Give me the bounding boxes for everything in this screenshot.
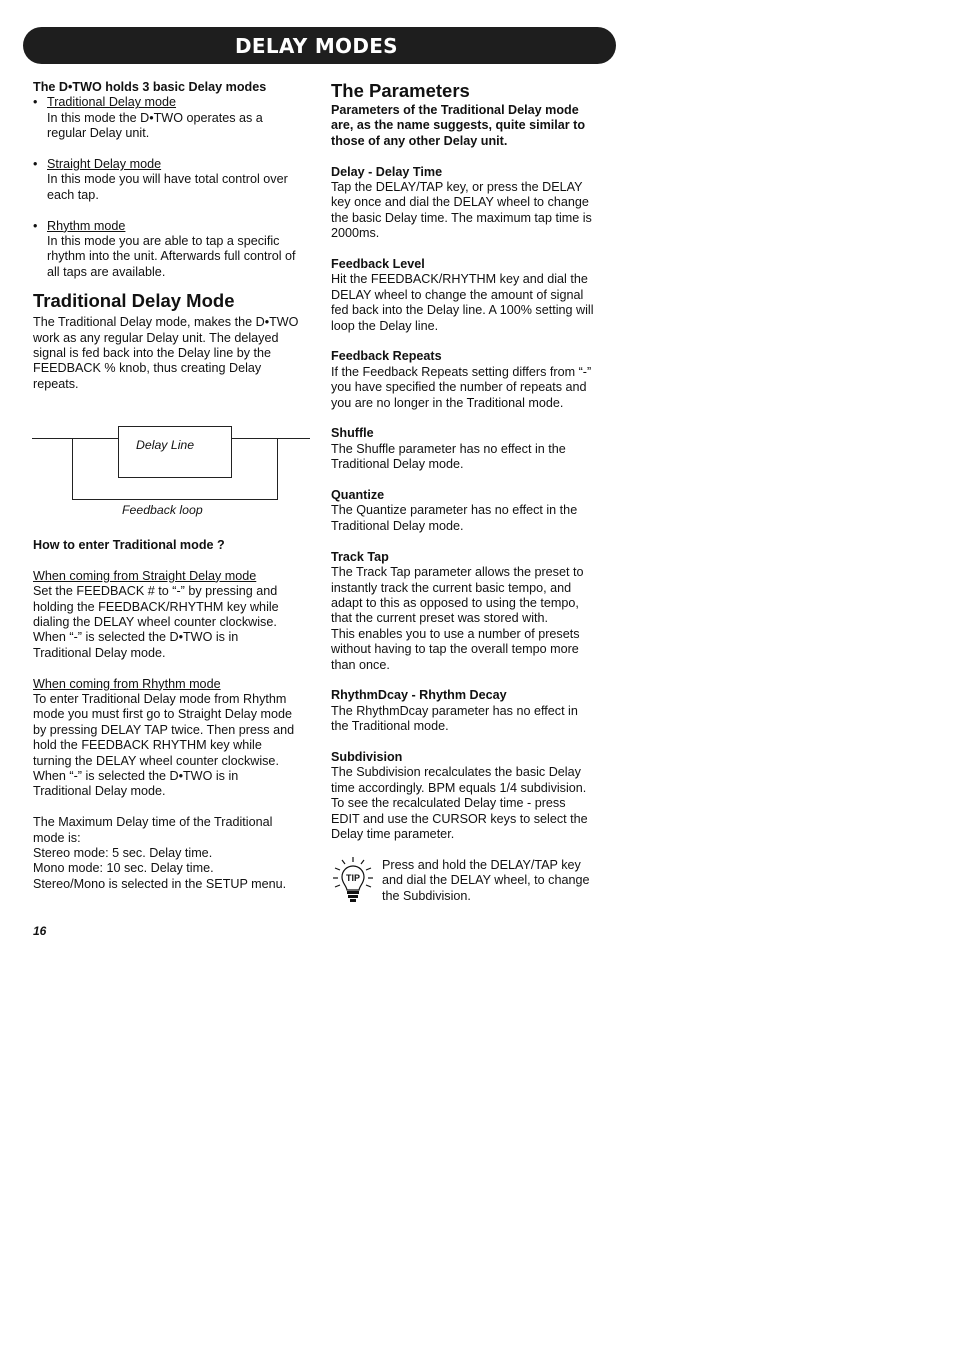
parameters-heading: The Parameters <box>331 80 470 101</box>
delay-line-label: Delay Line <box>136 438 195 452</box>
param-title: Feedback Repeats <box>331 349 442 364</box>
tip-text <box>382 858 612 904</box>
trad-body-line: work as any regular Delay unit. The delayed <box>33 330 279 345</box>
mode-desc-line: rhythm into the unit. Afterwards full control of <box>47 249 296 264</box>
mode-name: Rhythm mode <box>47 218 126 233</box>
from-rhythm-line: When “-” is selected the D•TWO is in <box>33 769 239 784</box>
tip-lightbulb-icon <box>331 856 377 904</box>
mode-desc-line: In this mode the D•TWO operates as a <box>47 110 263 125</box>
input-line <box>32 438 118 439</box>
param-line: loop the Delay line. <box>331 318 439 333</box>
page-title: DELAY MODES <box>235 34 398 58</box>
mode-desc-line: all taps are available. <box>47 264 166 279</box>
page-number: 16 <box>33 924 47 938</box>
max-delay-line: Stereo/Mono is selected in the SETUP menu. <box>33 876 287 891</box>
param-title: RhythmDcay - Rhythm Decay <box>331 688 507 703</box>
param-shuffle <box>331 426 616 472</box>
param-line: Traditional Delay mode. <box>331 457 464 472</box>
parameters-intro-line: are, as the name suggests, quite similar to <box>331 118 586 133</box>
feedback-left-line <box>72 438 73 500</box>
param-track-tap <box>331 550 616 673</box>
parameters-intro-line: those of any other Delay unit. <box>331 133 508 148</box>
from-rhythm-line: Traditional Delay mode. <box>33 784 166 799</box>
mode-name: Straight Delay mode <box>47 157 162 172</box>
how-title: How to enter Traditional mode ? <box>33 538 225 552</box>
param-title: Track Tap <box>331 549 389 564</box>
mode-item-rhythm <box>33 219 313 281</box>
trad-body-line: FEEDBACK % knob, thus creating Delay <box>33 361 262 376</box>
param-line: fed back into the Delay line. A 100% setting will <box>331 303 594 318</box>
param-line: The Shuffle parameter has no effect in the <box>331 441 566 456</box>
mode-name: Traditional Delay mode <box>47 95 177 110</box>
param-title: Feedback Level <box>331 257 425 272</box>
param-line: The RhythmDcay parameter has no effect in <box>331 703 578 718</box>
param-line: without having to tap the overall tempo more <box>331 642 579 657</box>
from-rhythm-line: turning the DELAY wheel counter clockwise. <box>33 753 279 768</box>
param-delay-time <box>331 165 616 242</box>
param-line: The Subdivision recalculates the basic Delay <box>331 765 581 780</box>
param-line: This enables you to use a number of presets <box>331 626 580 641</box>
from-rhythm-line: To enter Traditional Delay mode from Rhythm <box>33 692 287 707</box>
param-line: time accordingly. BPM equals 1/4 subdivision. <box>331 780 587 795</box>
title-banner <box>23 27 616 64</box>
tip-line: and dial the DELAY wheel, to change <box>382 873 590 888</box>
param-line: adapt to this as opposed to using the tempo, <box>331 595 579 610</box>
param-line: instantly track the current basic tempo, and <box>331 580 572 595</box>
param-line: Delay time parameter. <box>331 826 455 841</box>
feedback-right-line <box>277 438 278 500</box>
max-delay-line: mode is: <box>33 830 81 845</box>
from-straight-line: dialing the DELAY wheel counter clockwise. <box>33 615 277 630</box>
from-rhythm-line: by pressing DELAY TAP twice. Then press and <box>33 722 295 737</box>
delay-line-diagram <box>32 426 310 522</box>
param-title: Delay - Delay Time <box>331 164 443 179</box>
param-title: Subdivision <box>331 749 403 764</box>
max-delay-line: Mono mode: 10 sec. Delay time. <box>33 861 214 876</box>
max-delay-line: Stereo mode: 5 sec. Delay time. <box>33 846 213 861</box>
output-line <box>232 438 310 439</box>
traditional-heading: Traditional Delay Mode <box>33 290 235 312</box>
from-rhythm-line: hold the FEEDBACK RHYTHM key while <box>33 738 262 753</box>
tip-line: the Subdivision. <box>382 888 471 903</box>
param-line: The Track Tap parameter allows the preset to <box>331 565 584 580</box>
param-line: 2000ms. <box>331 226 380 241</box>
feedback-loop-label: Feedback loop <box>122 503 203 517</box>
param-line: EDIT and use the CURSOR keys to select the <box>331 811 588 826</box>
param-feedback-level <box>331 257 616 334</box>
param-line: than once. <box>331 657 390 672</box>
tip-line: Press and hold the DELAY/TAP key <box>382 858 581 872</box>
tip-icon-label: TIP <box>345 873 361 883</box>
param-line: the basic Delay time. The maximum tap time is <box>331 210 592 225</box>
mode-desc-line: In this mode you are able to tap a specific <box>47 234 280 249</box>
from-straight-line: When “-” is selected the D•TWO is in <box>33 630 239 645</box>
from-straight-line: holding the FEEDBACK/RHYTHM key while <box>33 599 279 614</box>
param-line: Traditional Delay mode. <box>331 518 464 533</box>
param-subdivision <box>331 750 616 842</box>
mode-desc-line: In this mode you will have total control over <box>47 172 288 187</box>
param-line: Hit the FEEDBACK/RHYTHM key and dial the <box>331 272 588 287</box>
param-line: Tap the DELAY/TAP key, or press the DELAY <box>331 180 583 195</box>
max-delay-line: The Maximum Delay time of the Traditional <box>33 815 273 830</box>
from-rhythm-title: When coming from Rhythm mode <box>33 676 221 691</box>
mode-item-traditional <box>33 95 313 141</box>
from-straight-line: Set the FEEDBACK # to “-” by pressing and <box>33 584 278 599</box>
bullet-icon: • <box>33 95 38 110</box>
param-line: DELAY wheel to change the amount of signal <box>331 287 584 302</box>
param-rhythm-decay <box>331 688 616 734</box>
trad-body-line: signal is fed back into the Delay line by the <box>33 346 272 361</box>
intro-title: The D•TWO holds 3 basic Delay modes <box>33 80 267 94</box>
left-column-bottom <box>33 538 313 892</box>
param-line: the Traditional mode. <box>331 719 449 734</box>
mode-item-straight <box>33 157 313 203</box>
param-line: key once and dial the DELAY wheel to change <box>331 195 589 210</box>
left-column-top <box>33 80 313 392</box>
trad-body-line: repeats. <box>33 376 79 391</box>
feedback-bottom-line <box>72 499 278 500</box>
mode-desc-line: regular Delay unit. <box>47 126 150 141</box>
param-line: The Quantize parameter has no effect in the <box>331 503 578 518</box>
bullet-icon: • <box>33 157 38 172</box>
param-line: you are no longer in the Traditional mode. <box>331 395 564 410</box>
param-quantize <box>331 488 616 534</box>
bullet-icon: • <box>33 218 38 233</box>
trad-body-line: The Traditional Delay mode, makes the D•TWO <box>33 315 299 330</box>
param-line: you have specified the number of repeats and <box>331 380 587 395</box>
param-title: Quantize <box>331 488 385 503</box>
param-title: Shuffle <box>331 426 374 441</box>
mode-desc-line: each tap. <box>47 187 99 202</box>
param-line: that the current preset was stored with. <box>331 611 548 626</box>
parameters-intro-line: Parameters of the Traditional Delay mode <box>331 103 579 117</box>
from-straight-line: Traditional Delay mode. <box>33 645 166 660</box>
param-feedback-repeats <box>331 349 616 411</box>
from-straight-title: When coming from Straight Delay mode <box>33 568 257 583</box>
param-line: If the Feedback Repeats setting differs from “-” <box>331 364 592 379</box>
right-column <box>331 80 616 842</box>
from-rhythm-line: mode you must first go to Straight Delay mode <box>33 707 292 722</box>
param-line: To see the recalculated Delay time - press <box>331 796 566 811</box>
